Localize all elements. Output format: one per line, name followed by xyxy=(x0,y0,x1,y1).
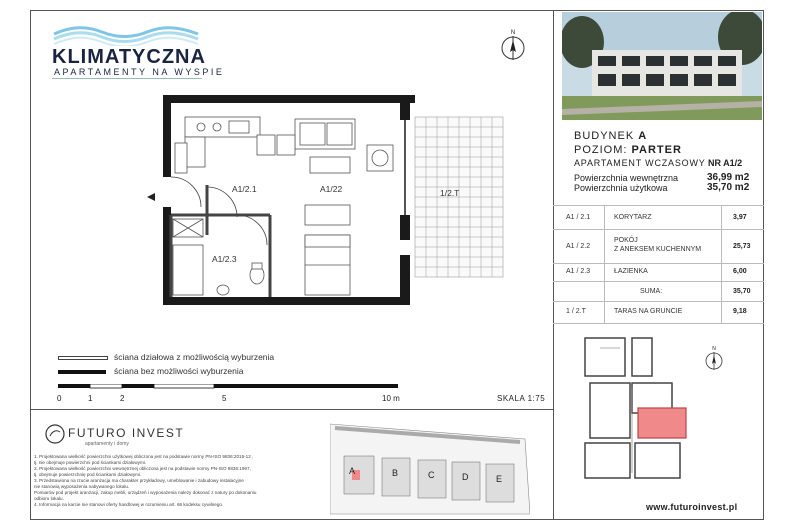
table-row-area: 3,97 xyxy=(733,214,747,221)
wardrobe xyxy=(305,205,350,225)
room-label-living: A1/22 xyxy=(320,184,343,194)
site-building-c: C xyxy=(428,470,435,480)
site-building-e: E xyxy=(496,474,503,484)
compass-letter: N xyxy=(712,346,716,352)
note-line: 4. Informacja na karcie nie stanowi oferty handlowej w rozumieniu art. 66 kodeksu cywilnego. xyxy=(34,502,224,507)
note-line: tj. nie obejmuje powierzchni pod ściankami działowymi. xyxy=(34,460,147,465)
scale-tick-0: 0 xyxy=(57,394,62,403)
table-row-code: A1 / 2.3 xyxy=(566,268,591,275)
website-url[interactable]: www.futuroinvest.pl xyxy=(646,502,738,512)
company-tagline: apartamenty i domy xyxy=(85,441,129,447)
table-row-code: A1 / 2.1 xyxy=(566,214,591,221)
scale-label: SKALA 1:75 xyxy=(497,394,546,403)
floor-plan xyxy=(145,95,525,325)
wave-logo-icon xyxy=(52,24,200,46)
scale-bar xyxy=(58,384,398,410)
site-plan xyxy=(330,414,530,519)
bed xyxy=(305,235,350,295)
table-rule xyxy=(553,205,764,206)
site-building-d: D xyxy=(462,472,469,482)
level-label: POZIOM: xyxy=(574,144,628,156)
table-row-area: 9,18 xyxy=(733,308,747,315)
futuro-logo-icon xyxy=(44,423,66,445)
table-row-name: POKÓJ xyxy=(614,237,638,244)
area-internal-label: Powierzchnia wewnętrzna xyxy=(574,173,679,183)
site-building-b: B xyxy=(392,468,399,478)
level-info xyxy=(574,144,682,156)
table-col-sep xyxy=(604,205,605,323)
table-row-name-2: Z ANEKSEM KUCHENNYM xyxy=(614,246,702,253)
level-value: PARTER xyxy=(631,144,682,156)
note-line: 3. Przedstawiona na rzucie aranżacja ma charakter przykładowy, umeblowanie i zabudowy instalacyjne xyxy=(34,478,244,483)
entry-arrow-icon xyxy=(147,193,155,201)
north-compass-icon xyxy=(704,344,724,372)
compass-letter: N xyxy=(510,30,516,36)
note-line: 2. Projektowana wielkość powierzchni wewnętrznej obliczona jest na podstawie normy PN-ISO 9836:1997, xyxy=(34,466,251,471)
table-sum-value: 35,70 xyxy=(733,288,751,295)
note-line: Pomiarów pod projekt aranżacji, zakup mebli, urządzeń i wyposażenia należy dokonać z natury po dokonaniu xyxy=(34,490,257,495)
company-name: FUTURO INVEST xyxy=(68,426,185,440)
room-label-corridor: A1/2.1 xyxy=(232,184,257,194)
table-row-area: 25,73 xyxy=(733,243,751,250)
legend-label: ściana bez możliwości wyburzenia xyxy=(114,366,244,376)
note-line: nie stanowią wyposażenia nabywanego lokalu. xyxy=(34,484,130,489)
table-rule xyxy=(553,281,764,282)
kitchen-counter xyxy=(175,117,260,173)
floor-key-plan xyxy=(580,333,690,483)
table-rule xyxy=(553,301,764,302)
table-sum-label: SUMA: xyxy=(640,288,663,295)
apartment-value: NR A1/2 xyxy=(708,158,743,168)
note-line: tj. obejmuje powierzchnię pod ściankami działowymi. xyxy=(34,472,142,477)
site-building-a: A xyxy=(349,466,356,476)
table-row-name: TARAS NA GRUNCIE xyxy=(614,308,683,315)
building-value: A xyxy=(638,130,648,142)
scale-tick-10: 10 m xyxy=(382,394,400,403)
north-compass-icon xyxy=(500,28,526,62)
table-row-name: ŁAZIENKA xyxy=(614,268,648,275)
room-label-bathroom: A1/2.3 xyxy=(212,254,237,264)
scale-tick-1: 1 xyxy=(88,394,93,403)
legend-swatch-partition xyxy=(58,356,108,360)
column-divider xyxy=(553,10,554,520)
table-row-area: 6,00 xyxy=(733,268,747,275)
building-label: BUDYNEK xyxy=(574,130,635,142)
building-photo xyxy=(562,12,762,120)
legend-swatch-bearing xyxy=(58,370,106,374)
logo-subtitle: APARTAMENTY NA WYSPIE xyxy=(54,67,225,77)
legend-label: ściana działowa z możliwością wyburzenia xyxy=(114,352,275,362)
legal-notes xyxy=(34,454,324,508)
table-col-sep xyxy=(721,205,722,323)
room-label-terrace: 1/2.T xyxy=(440,188,460,198)
key-plan-highlight xyxy=(638,408,686,438)
table-rule xyxy=(553,263,764,264)
table-rule xyxy=(553,229,764,230)
building-info xyxy=(574,130,647,142)
table-row-name: KORYTARZ xyxy=(614,214,652,221)
note-line: odbioru lokalu. xyxy=(34,496,64,501)
area-usable-label: Powierzchnia użytkowa xyxy=(574,183,668,193)
table-rule xyxy=(553,323,764,324)
area-usable-value: 35,70 m2 xyxy=(707,182,750,193)
apartment-label: APARTAMENT WCZASOWY xyxy=(574,158,706,168)
table-row-code: A1 / 2.2 xyxy=(566,243,591,250)
scale-tick-5: 5 xyxy=(222,394,227,403)
area-internal-value: 36,99 m2 xyxy=(707,172,750,183)
note-line: 1. Projektowana wielkość powierzchni użytkowej obliczona jest na podstawie normy PN-ISO 9836:2015-12 , xyxy=(34,454,254,459)
table-row-code: 1 / 2.T xyxy=(566,308,586,315)
logo-title: KLIMATYCZNA xyxy=(52,46,206,68)
scale-tick-2: 2 xyxy=(120,394,125,403)
logo-underline xyxy=(52,78,202,79)
living-furniture xyxy=(257,119,393,173)
